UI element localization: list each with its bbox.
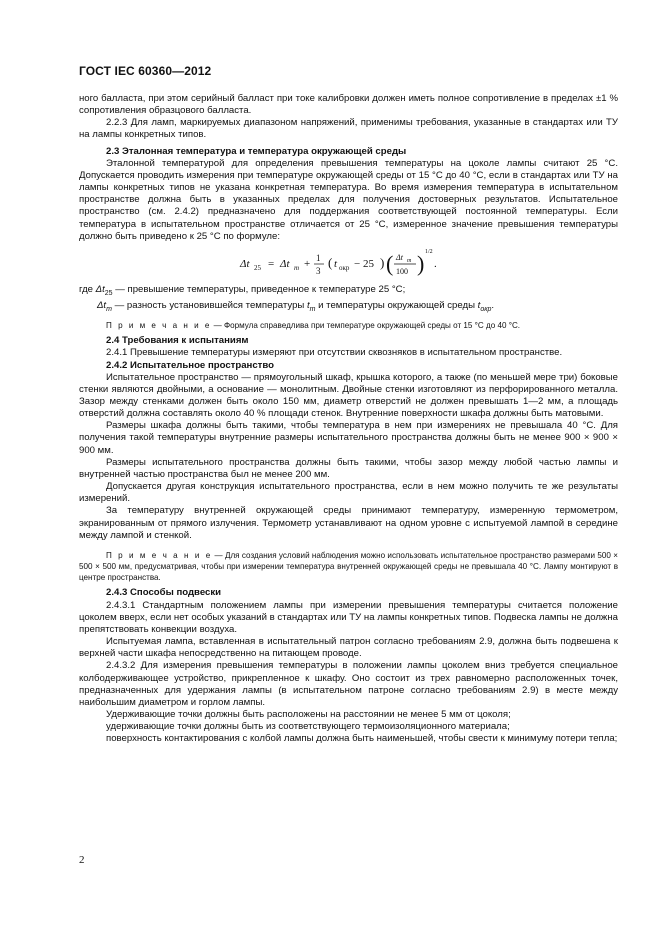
paragraph: Испытуемая лампа, вставленная в испытательный патрон согласно требованиям 2.9, должна быть подвешена к верхней части шкафа непосредственно на питающем проводе. xyxy=(79,636,618,660)
paren-close: ) xyxy=(379,254,384,270)
formula-eq: = xyxy=(267,257,274,270)
definition-list xyxy=(79,284,618,316)
formula-graphic xyxy=(236,247,476,281)
paragraph: 2.4.3.1 Стандартным положением лампы при измерении превышения температуры считается положение цоколем вверх, если нет особых указаний в стандартах или ТУ на лампы конкретных типов. Подвеска лампы не должна препятствовать конвекции воздуха. xyxy=(79,599,618,635)
paragraph: поверхность контактирования с колбой лампы должна быть наименьшей, чтобы свести к минимуму потери тепла; xyxy=(106,733,618,745)
symbol: Δt xyxy=(97,299,107,311)
page-number: 2 xyxy=(79,854,85,866)
paragraph: Эталонной температурой для определения превышения температуры на цоколе лампы считают 25 °C. Допускается проводить измерения при температуре окружающей среды от 15 °C до 40 °C, если в стандартах или ТУ на лампы конкретных типов не указана конкретная температура. Во время измерения температура в испытательном пространстве должна быть в указанных пределах для получения достоверных результатов. Испытательное пространство (см. 2.4.2) предназначено для поддержания соответствующей постоянной температуры. Если температура в испытательном пространстве отличается от 25 °C, измеренное значение превышения температуры должно быть приведено к 25 °C по формуле: xyxy=(79,157,618,242)
definition-item: где $\Delta t_{25}$ — превышение температуры, приведенное к температуре 25 °C; xyxy=(79,283,406,297)
paragraph: удерживающие точки должны быть из соответствующего термоизоляционного материала; xyxy=(106,721,510,733)
formula-lhs: Δt xyxy=(239,257,250,270)
paragraph: Удерживающие точки должны быть расположены на расстоянии не менее 5 мм от цоколя; xyxy=(106,709,511,721)
paren-open: ( xyxy=(327,254,332,270)
formula-frac-num-sub: m xyxy=(406,257,411,264)
paragraph: Допускается другая конструкция испытательного пространства, если в нем можно получить те же результаты измерений. xyxy=(79,481,618,505)
paragraph: ного балласта, при этом серийный балласт при токе калибровки должен иметь полное сопротивление в пределах ±1 % сопротивления образцового балласта. xyxy=(79,93,618,117)
paragraph: За температуру внутренней окружающей среды принимают температуру, измеренную термометром, экранированным от прямого излучения. Термометр устанавливают на одном уровне с испытуемой лампой в середине между лампой и стенкой. xyxy=(79,505,618,541)
formula-frac-den: 100 xyxy=(395,266,408,276)
formula-t: t xyxy=(333,257,337,270)
formula-frac-num: Δt xyxy=(395,252,403,262)
paragraph: 2.2.3 Для ламп, маркируемых диапазоном напряжений, применимы требования, указанные в стандартах или ТУ на лампы конкретных типов. xyxy=(79,117,618,141)
formula-exp: 1/2 xyxy=(424,248,433,255)
paragraph: 2.4.1 Превышение температуры измеряют при отсутствии сквозняков в испытательном пространстве. xyxy=(106,347,563,359)
formula-one: 1 xyxy=(315,252,320,263)
document-header: ГОСТ IEC 60360—2012 xyxy=(79,64,212,78)
note: П р и м е ч а н и е — Формула справедлива при температуре окружающей среды от 15 °C до 40 °C. xyxy=(106,321,521,330)
paragraph: 2.4.3.2 Для измерения превышения температуры в положении лампы цоколем вниз требуется специальное колбодерживающее устройство, прикрепленное к шкафу. Оно состоит из трех равномерно расположенных точек, предназначенных для удержания лампы (в испытательном патроне согласно требованиям 2.9) в месте между наибольшим диаметром и горлом лампы. xyxy=(79,660,618,708)
formula-lhs-sub: 25 xyxy=(253,263,261,272)
big-paren-open: ( xyxy=(385,250,393,276)
paragraph: Размеры испытательного пространства должны быть такими, чтобы зазор между любой частью лампы и внутренней частью пространства был не менее 200 мм. xyxy=(79,456,618,480)
formula xyxy=(93,247,618,281)
formula-t-sub: окр xyxy=(338,263,349,272)
formula-plus: + xyxy=(303,257,310,270)
section-heading: 2.3 Эталонная температура и температура окружающей среды xyxy=(106,145,407,157)
paragraph: Размеры шкафа должны быть такими, чтобы температура в нем при измерениях не превышала 40 °C. Для получения такой температуры внутренние размеры испытательного пространства должны быть не менее 900 × 900 × 900 мм. xyxy=(79,420,618,456)
formula-end: . xyxy=(433,257,437,270)
formula-minus25: − 25 xyxy=(353,257,374,270)
symbol: Δt xyxy=(95,283,105,295)
definition-item: $\Delta t_m$ — разность установившейся температуры $t_m$ и температуры окружающей среды $t_{окр}$. xyxy=(97,299,495,313)
section-heading: 2.4.3 Способы подвески xyxy=(106,587,222,599)
document-body xyxy=(79,93,618,746)
paragraph: Испытательное пространство — прямоугольный шкаф, крышка которого, а также (по меньшей мере три) боковые стенки являются двойными, а основание — монолитным. Двойные стенки изготовляют из перфорированного металла. Зазор между стенками должен быть около 150 мм, диаметр отверстий не должен превышать 1—2 мм, а площадь отверстий должна составлять около 40 % площади стенок. Внутренние поверхности шкафа должны быть матовыми. xyxy=(79,371,618,420)
note: П р и м е ч а н и е — Для создания условий наблюдения можно использовать испытательное пространство размерами 500 × 500 × 500 мм, предусматривая, чтобы при измерении температура внутренней окружающей среды не превышала 40 °C. Лампу монтируют в центре пространства. xyxy=(79,550,618,583)
formula-dt: Δt xyxy=(279,257,290,270)
section-heading: 2.4 Требования к испытаниям xyxy=(106,335,249,347)
formula-three: 3 xyxy=(315,265,320,276)
big-paren-close: ) xyxy=(416,250,424,276)
formula-dt-sub: m xyxy=(293,263,299,272)
section-heading: 2.4.2 Испытательное пространство xyxy=(106,359,275,371)
